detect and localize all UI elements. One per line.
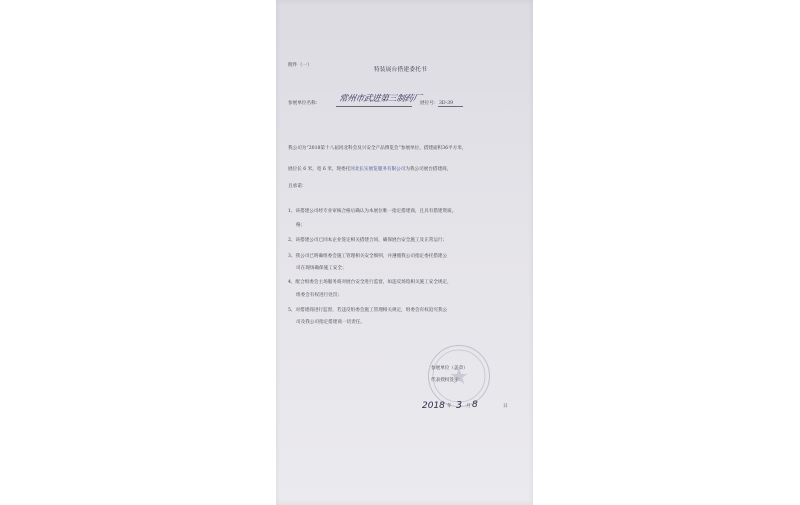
commitment-item-3-cont: 司在现场确保施工安全； xyxy=(296,266,347,271)
date-day-unit: 日 xyxy=(503,404,508,409)
booth-number-label: 展位号： xyxy=(420,101,439,106)
commitment-item-4: 4、配合组委会主场服务商对展台安全进行监督，如违反场馆相关施工安全规定， xyxy=(288,280,452,285)
paragraph-booth-size: 展位长 6 米，宽 6 米，现委托河北长实展览服务有限公司为我公司展台搭建商， xyxy=(288,167,452,172)
commitment-item-3: 3、我公司已明确组委会施工管理相关安全细则，并遵循我公司指定委托搭建公 xyxy=(288,254,448,259)
date-day-handwritten: 8 xyxy=(472,400,478,410)
paragraph-commitment: 且承诺： xyxy=(288,184,307,189)
builder-company-name: 河北长实展览服务有限公司 xyxy=(350,167,406,172)
exhibitor-name-underline xyxy=(336,106,412,107)
commitment-item-4-cont: 组委会有权进行处罚； xyxy=(296,293,342,298)
commitment-item-2: 2、该搭建公司已同本企业签定相关搭建合同，确保展台安全施工及正常运行； xyxy=(288,238,448,243)
paragraph-intro: 我公司为“2018第十八届河北科会及兴安全产品博览会”参展单位，搭建面积36平方米， xyxy=(288,146,467,151)
date-month-handwritten: 3 xyxy=(456,400,463,411)
date-month-unit: 月 xyxy=(466,404,471,409)
date-year-handwritten: 2018 xyxy=(422,401,445,411)
document-title: 特装展台搭建委托书 xyxy=(374,67,428,73)
scanned-document xyxy=(276,0,533,505)
exhibitor-name-label: 参展单位名称： xyxy=(288,101,321,106)
booth-number-value: 3D-39 xyxy=(439,101,454,106)
exhibitor-name-handwritten: 常州市武进第三制药厂 xyxy=(338,94,422,104)
commitment-item-1: 1、该搭建公司经专业审核合格后确认为本展位唯一指定搭建商，且具有搭建资质。 xyxy=(288,209,457,214)
annex-label: 附件（一） xyxy=(288,63,312,68)
company-seal-stamp xyxy=(428,345,490,407)
commitment-item-5: 5、对搭建商进行监督，若违反组委会施工管理相关规定，组委会有权追究我公 xyxy=(288,308,448,313)
commitment-item-1-cont: 格； xyxy=(296,223,306,228)
exhibitor-seal-label: 参展单位（盖章） xyxy=(431,366,468,371)
seal-star-icon xyxy=(429,346,489,406)
booth-number-underline xyxy=(438,106,463,107)
representative-signature-label: 代表授权签字： xyxy=(431,378,464,383)
commitment-item-5-cont: 司及我公司指定搭建商一切责任。 xyxy=(296,320,365,325)
date-year-unit: 年 xyxy=(447,404,452,409)
